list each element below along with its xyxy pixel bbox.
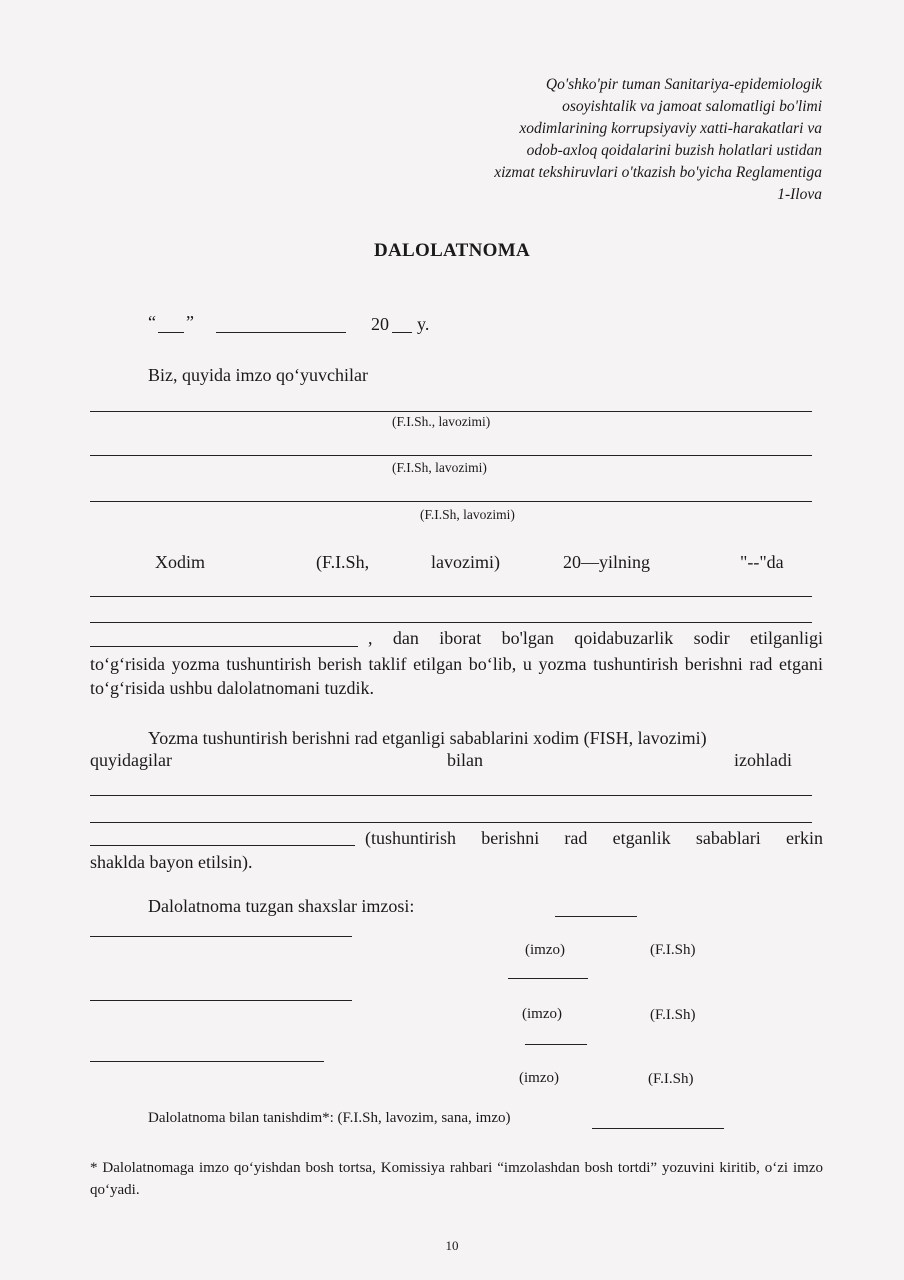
reasons-line[interactable] bbox=[90, 822, 812, 823]
name-caption: (F.I.Sh) bbox=[648, 1071, 694, 1087]
reasons-right: izohladi bbox=[734, 750, 792, 770]
signer-caption: (F.I.Sh, lavozimi) bbox=[392, 460, 487, 475]
header-line: 1-Ilova bbox=[777, 186, 822, 203]
violation-line[interactable] bbox=[90, 646, 358, 647]
page-number: 10 bbox=[445, 1238, 459, 1253]
signatures-label: Dalolatnoma tuzgan shaxslar imzosi: bbox=[148, 896, 415, 916]
acquainted-blank[interactable] bbox=[592, 1128, 724, 1129]
name-caption: (F.I.Sh) bbox=[650, 942, 696, 958]
date-quote-close: ” bbox=[186, 312, 194, 332]
signature-blank[interactable] bbox=[508, 978, 588, 979]
acquainted-text: Dalolatnoma bilan tanishdim*: (F.I.Sh, lavozim, sana, imzo) bbox=[148, 1110, 511, 1126]
violation-line[interactable] bbox=[90, 596, 812, 597]
signer-line[interactable] bbox=[90, 501, 812, 502]
intro-text: Biz, quyida imzo qo‘yuvchilar bbox=[148, 365, 368, 385]
appendix-header-note bbox=[422, 74, 822, 206]
header-line: Qo'shko'pir tuman Sanitariya-epidemiologik bbox=[545, 76, 822, 93]
day-blank[interactable] bbox=[158, 332, 184, 333]
xodim-lavozimi: lavozimi) bbox=[431, 552, 500, 572]
reasons-mid: bilan bbox=[447, 750, 483, 770]
sign-caption: (imzo) bbox=[525, 942, 565, 958]
header-line: xizmat tekshiruvlari o'tkazish bo'yicha Reglamentiga bbox=[494, 164, 822, 181]
reasons-line[interactable] bbox=[90, 845, 355, 846]
signer-caption: (F.I.Sh, lavozimi) bbox=[420, 507, 515, 522]
reasons-line[interactable] bbox=[90, 795, 812, 796]
xodim-fish: (F.I.Sh, bbox=[316, 552, 370, 572]
footnote: * Dalolatnomaga imzo qo‘yishdan bosh tortsa, Komissiya rahbari “imzolashdan bosh tortdi” yozuvini kiritib, o‘zi imzo qo‘yadi. bbox=[90, 1160, 823, 1198]
reasons-tail: (tushuntirish berishni rad etganlik sabablari erkin bbox=[365, 828, 823, 848]
signature-line[interactable] bbox=[90, 1061, 324, 1062]
date-quote-open: “ bbox=[148, 312, 156, 332]
reasons-left: quyidagilar bbox=[90, 750, 172, 770]
signer-line[interactable] bbox=[90, 455, 812, 456]
header-line: osoyishtalik va jamoat salomatligi bo'limi bbox=[562, 98, 822, 115]
year-suffix: y. bbox=[417, 314, 430, 334]
reasons-tail2: shaklda bayon etilsin). bbox=[90, 852, 253, 872]
xodim-word: Xodim bbox=[155, 552, 206, 572]
signature-line[interactable] bbox=[90, 936, 352, 937]
year-blank[interactable] bbox=[392, 332, 412, 333]
header-line: odob-axloq qoidalarini buzish holatlari ustidan bbox=[526, 142, 822, 159]
xodim-year: 20—yilning bbox=[563, 552, 651, 572]
violation-text: to‘g‘risida yozma tushuntirish berish taklif etilgan bo‘lib, u yozma tushuntirish berishni rad etgani to‘g‘risida ushbu dalolatnomani tuzdik. bbox=[90, 654, 823, 698]
signature-blank[interactable] bbox=[525, 1044, 587, 1045]
xodim-day: "--"da bbox=[740, 552, 784, 572]
signer-line[interactable] bbox=[90, 411, 812, 412]
signature-blank[interactable] bbox=[555, 916, 637, 917]
sign-caption: (imzo) bbox=[519, 1070, 559, 1086]
month-blank[interactable] bbox=[216, 332, 346, 333]
violation-text-end: , dan iborat bo'lgan qoidabuzarlik sodir etilganligi bbox=[368, 628, 823, 648]
name-caption: (F.I.Sh) bbox=[650, 1007, 696, 1023]
signer-caption: (F.I.Sh., lavozimi) bbox=[392, 414, 491, 429]
sign-caption: (imzo) bbox=[522, 1006, 562, 1022]
document-title: DALOLATNOMA bbox=[373, 240, 530, 261]
year-prefix: 20 bbox=[371, 314, 389, 334]
violation-line[interactable] bbox=[90, 622, 812, 623]
header-line: xodimlarining korrupsiyaviy xatti-harakatlari va bbox=[519, 120, 822, 137]
signature-line[interactable] bbox=[90, 1000, 352, 1001]
reasons-line: Yozma tushuntirish berishni rad etganligi sabablarini xodim (FISH, lavozimi) bbox=[148, 728, 707, 748]
